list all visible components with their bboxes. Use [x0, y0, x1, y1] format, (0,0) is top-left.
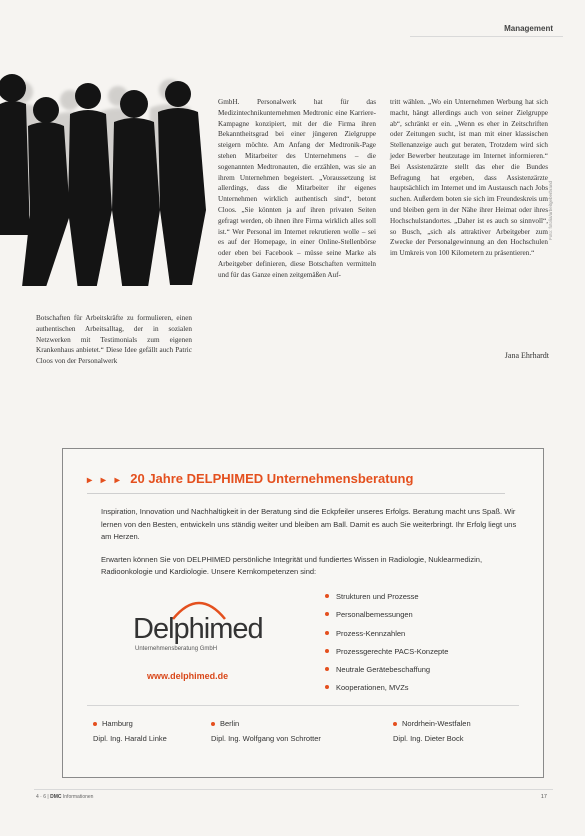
author-name: Jana Ehrhardt: [504, 351, 549, 360]
article-column-2: GmbH. Personalwerk hat für das Medizintechnikunternehmen Medtronic eine Karriere-Kampagne konzipiert, mit der die Firma ihren Bekanntheitsgrad bei einer jüngeren Zielgruppe steigern möchte. Am Anfang der Medtronik-Page stehen Mitarbeiter des Unternehmens – die sogenannten Medtronauten, die erzählen, was sie an ihrem Unternehmen begeistert. „Voraussetzung ist allerdings, dass die Mitarbeiter ihr eigenes Unternehmen wirklich authentisch sind“, betont Cloos. „Sie könnten ja auf ihren privaten Seiten gefragt werden, ob ihnen ihre Firma wirklich alles soll ist.“ Wer Personal im Internet rekrutieren wolle – sei es auf der Homepage, in einer Online-Stellenbörse oder eben bei Facebook – müsse seine Marke als Arbeitgeber definieren, diese Botschaften vermitteln und für das Ganze einen zeitgemäßen Auf-: [218, 98, 376, 279]
bullet-icon: [393, 722, 397, 726]
footer-publication: [36, 794, 93, 800]
people-silhouettes-image: [0, 60, 210, 305]
office-contact: Dipl. Ing. Dieter Bock: [393, 734, 464, 743]
ad-divider: [87, 493, 505, 494]
competency-item: Prozessgerechte PACS-Konzepte: [325, 647, 448, 665]
header-divider: [410, 36, 563, 37]
bullet-icon: [325, 594, 329, 598]
office-city: Nordrhein-Westfalen: [402, 719, 471, 728]
office-nrw: [393, 719, 471, 743]
competency-item: Prozess-Kennzahlen: [325, 629, 448, 647]
bullet-icon: [211, 722, 215, 726]
ad-intro-paragraph-2: Erwarten können Sie von DELPHIMED persönliche Integrität und fundiertes Wissen in Radiologie, Nuklearmedizin, Radioonkologie und Kardiologie. Unsere Kernkompetenzen sind:: [101, 554, 483, 576]
bullet-icon: [325, 631, 329, 635]
office-contact: Dipl. Ing. Wolfgang von Schrotter: [211, 734, 321, 743]
delphimed-advertisement: [62, 448, 544, 778]
footer-separator: |: [47, 794, 49, 800]
bullet-icon: [325, 667, 329, 671]
article-column-1: Botschaften für Arbeitskräfte zu formulieren, einen authentischen Arbeitsalltag, der in sozialen Netzwerken mit Testimonials zum eigenen Krankenhaus anbietet.“ Diese Idee gefällt auch Patric Cloos von der Personalwerk: [36, 314, 192, 366]
logo-wordmark: Delphimed: [133, 613, 263, 645]
competency-item: Kooperationen, MVZs: [325, 683, 448, 701]
magazine-name: DMC: [50, 794, 62, 800]
ad-intro-paragraph-1: Inspiration, Innovation und Nachhaltigkeit in der Beratung sind die Eckpfeiler unseres Erfolgs. Beratung macht uns Spaß. Wir lernen von den Besten, entwickeln uns ständig weiter und bleiben am Ball. Damit es auch Sie weiterbringt. Ihr Erfolg liegt uns am Herzen.: [101, 507, 517, 541]
article-column-3: tritt wählen. „Wo ein Unternehmen Werbung hat sich macht, hängt allerdings auch von seiner Zielgruppe ab“, schränkt er ein. „Wenn es eher in Zeitschriften oder Zeitungen sucht, ist man mit einer klassischen Stellenanzeige auch gut beraten, Trotzdem wird sich jeder Bewerber heutzutage im Internet informieren.“ Bei Assistenzärzte stellt das eher die Bundes Befragung hat ergeben, dass Assistenzärzte hauptsächlich im Internet und im Austausch nach Jobs suchen. Außerdem boten sie sich im Freundeskreis um und bleiben gern in der Nähe ihrer Heimat oder ihres Hochschulstandortes. „Daher ist es auch so sinnvoll“, so Busch, „sich als attraktiver Arbeitgeber zum Zwecke der Personalgewinnung an den Hochschulen im Umkreis von 100 Kilometern zu präsentieren.“: [390, 98, 548, 258]
delphimed-logo: [133, 595, 281, 655]
competency-list: [325, 592, 448, 702]
ad-intro: [101, 506, 521, 589]
article-author: [505, 351, 549, 360]
bullet-icon: [325, 649, 329, 653]
bullet-icon: [325, 612, 329, 616]
office-berlin: [211, 719, 321, 743]
competency-item: Strukturen und Prozesse: [325, 592, 448, 610]
bullet-icon: [325, 685, 329, 689]
ad-title-text: 20 Jahre DELPHIMED Unternehmensberatung: [130, 471, 414, 486]
photo-credit: Foto: fotolia/arbeitgeberbrand: [548, 180, 553, 240]
competency-item: Neutrale Gerätebeschaffung: [325, 665, 448, 683]
bullet-icon: [93, 722, 97, 726]
page-number: 17: [540, 794, 547, 800]
section-header: Management: [504, 24, 553, 33]
ad-title: [87, 471, 413, 486]
office-contact: Dipl. Ing. Harald Linke: [93, 734, 167, 743]
office-city: Berlin: [220, 719, 240, 728]
arrow-icons: ▸ ▸ ▸: [87, 475, 123, 486]
ad-divider-bottom: [87, 705, 519, 706]
logo-tagline: Unternehmensberatung GmbH: [135, 646, 218, 652]
website-link[interactable]: www.delphimed.de: [147, 671, 229, 681]
footer-divider: [34, 789, 553, 790]
magazine-subtitle: Informationen: [62, 794, 94, 800]
office-city: Hamburg: [102, 719, 133, 728]
competency-item: Personalbemessungen: [325, 610, 448, 628]
issue-number: 4 · 6: [36, 794, 47, 800]
office-hamburg: [93, 719, 167, 743]
